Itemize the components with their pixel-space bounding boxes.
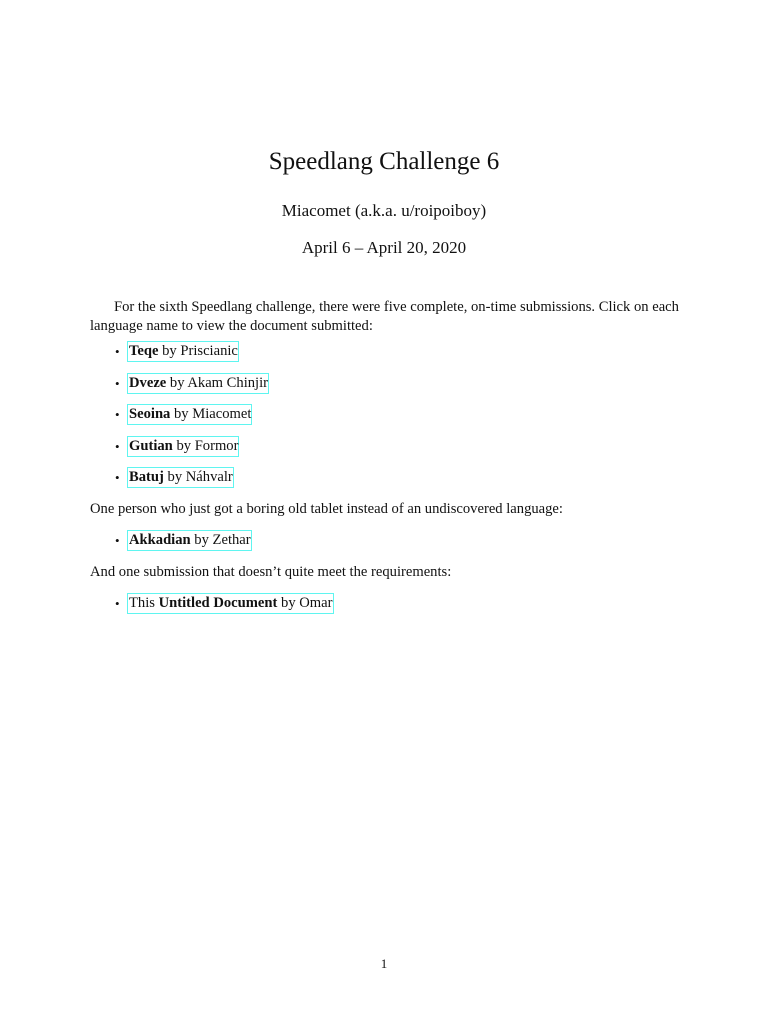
author-name: by Miacomet — [170, 406, 252, 423]
document-author: Miacomet (a.k.a. u/roipoiboy) — [281, 201, 487, 220]
list-item — [90, 399, 690, 431]
list-item — [90, 431, 690, 463]
bullet: • — [115, 375, 120, 391]
author-name: by Akam Chinjir — [166, 374, 269, 391]
bullet: • — [115, 407, 120, 423]
language-name: Batuj — [129, 469, 164, 486]
author-name: by Náhvalr — [163, 469, 233, 486]
bullet: • — [115, 470, 120, 486]
document-name: Untitled Document — [158, 595, 278, 612]
language-name: Akkadian — [129, 532, 191, 549]
list-item — [90, 588, 690, 620]
submission-link-seoina[interactable] — [127, 404, 252, 425]
language-name: Gutian — [129, 437, 173, 454]
bullet: • — [115, 596, 120, 612]
list-item — [90, 525, 690, 557]
submission-link-teqe[interactable] — [127, 341, 239, 362]
author-name: by Formor — [172, 437, 239, 454]
submission-link-dveze[interactable] — [127, 373, 269, 394]
other-list — [90, 588, 690, 620]
list-item — [90, 368, 690, 400]
submission-link-akkadian[interactable] — [127, 530, 252, 551]
document-date: April 6 – April 20, 2020 — [301, 238, 467, 257]
tablet-paragraph: One person who just got a boring old tablet instead of an undiscovered language: — [90, 500, 563, 517]
list-item — [90, 462, 690, 494]
language-name: Dveze — [129, 374, 167, 391]
document-body — [90, 298, 690, 620]
submission-list — [90, 336, 690, 494]
document-title: Speedlang Challenge 6 — [268, 148, 500, 175]
bullet: • — [115, 344, 120, 360]
bullet: • — [115, 533, 120, 549]
author-name: by Omar — [277, 595, 333, 612]
author-name: by Zethar — [190, 532, 251, 549]
bullet: • — [115, 438, 120, 454]
page-number: 1 — [380, 956, 388, 971]
author-name: by Priscianic — [158, 343, 238, 360]
tablet-list — [90, 525, 690, 557]
other-paragraph: And one submission that doesn’t quite meet the requirements: — [90, 563, 452, 580]
language-name: Teqe — [129, 343, 159, 360]
submission-link-untitled[interactable] — [127, 593, 334, 614]
intro-paragraph: For the sixth Speedlang challenge, there were five complete, on-time submissions. Click on each language name to view the document submitted: — [90, 299, 679, 334]
submission-link-batuj[interactable] — [127, 467, 234, 488]
language-name: Seoina — [129, 406, 171, 423]
list-item — [90, 336, 690, 368]
link-prefix: This — [129, 595, 159, 612]
submission-link-gutian[interactable] — [127, 436, 239, 457]
